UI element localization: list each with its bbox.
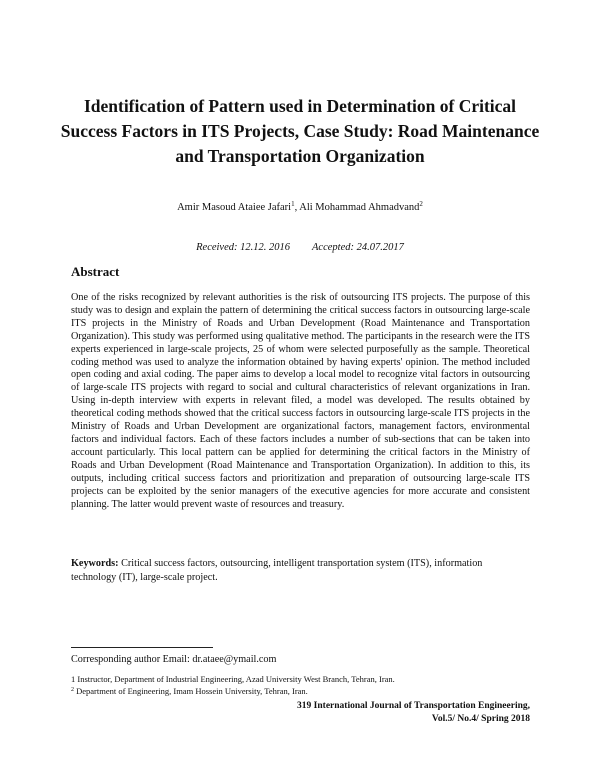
footnote-divider bbox=[71, 647, 213, 648]
received-date: Received: 12.12. 2016 bbox=[196, 242, 291, 253]
corresponding-author: Corresponding author Email: dr.ataee@ymail.com bbox=[71, 654, 277, 665]
affiliation-mark: 1 bbox=[291, 200, 295, 208]
keywords-text: Critical success factors, outsourcing, intelligent transportation system (ITS), information technology (IT), large-scale project. bbox=[71, 558, 483, 583]
author-separator: , bbox=[294, 202, 300, 213]
paper-title: Identification of Pattern used in Determination of Critical Success Factors in ITS Projects, Case Study: Road Maintenance and Transportation Organization bbox=[60, 96, 540, 166]
affiliation-mark: 2 bbox=[419, 200, 423, 208]
submission-dates bbox=[0, 242, 600, 253]
journal-line-2: Vol.5/ No.4/ Spring 2018 bbox=[431, 714, 530, 724]
journal-info bbox=[230, 700, 530, 726]
keywords bbox=[71, 557, 491, 585]
abstract-body: One of the risks recognized by relevant authorities is the risk of outsourcing ITS projects. The purpose of this study was to design and explain the pattern of determining the critical success factors in outsourcing large-scale ITS projects in the Ministry of Roads and Urban Development (Road Maintenance and Transportation Organization). This study was performed using qualitative method. The participants in the research were the ITS experts experienced in large-scale projects, 25 of whom were selected purposefully as the sample. Theoretical coding method was used to analyze the information obtained by having experts' opinion. The method included open coding and axial coding. The paper aims to develop a local model to recognize vital factors in outsourcing of large-scale ITS projects with regard to social and cultural characteristics of relevant organizations in Iran. Using in-depth interview with experts in relevant filed, a model was developed. The results obtained by theoretical coding methods showed that the critical success factors in outsourcing large-scale ITS projects in the Ministry of Roads and Urban Development are organizational factors, management factors, environmental factors and individual factors. Each of these factors includes a number of sub-sections that can be taken into account particularly. This local pattern can be applied for determining the critical factors in the Ministry of Roads and Urban Development (Road Maintenance and Transportation Organization). In addition to this, its outputs, including critical success factors and prioritization and preparation of outsourcing large-scale ITS projects can be exploited by the senior managers of the executive agencies for more accurate and consistent planning. The latter would prevent waste of resources and treasury. bbox=[71, 292, 530, 510]
footnote-2 bbox=[71, 686, 308, 696]
author-list bbox=[0, 200, 600, 213]
footnote-2-text: Department of Engineering, Imam Hossein University, Tehran, Iran. bbox=[74, 686, 308, 696]
author-name: Amir Masoud Ataiee Jafari bbox=[177, 202, 292, 213]
journal-line-1: 319 International Journal of Transportation Engineering, bbox=[297, 701, 530, 711]
accepted-date: Accepted: 24.07.2017 bbox=[312, 242, 404, 253]
keywords-label: Keywords: bbox=[71, 558, 119, 569]
author-name: Ali Mohammad Ahmadvand bbox=[299, 202, 420, 213]
footnote-2-mark: 2 bbox=[71, 687, 74, 693]
abstract-heading: Abstract bbox=[71, 264, 120, 279]
footnote-1: 1 Instructor, Department of Industrial Engineering, Azad University West Branch, Tehran, Iran. bbox=[71, 674, 395, 684]
